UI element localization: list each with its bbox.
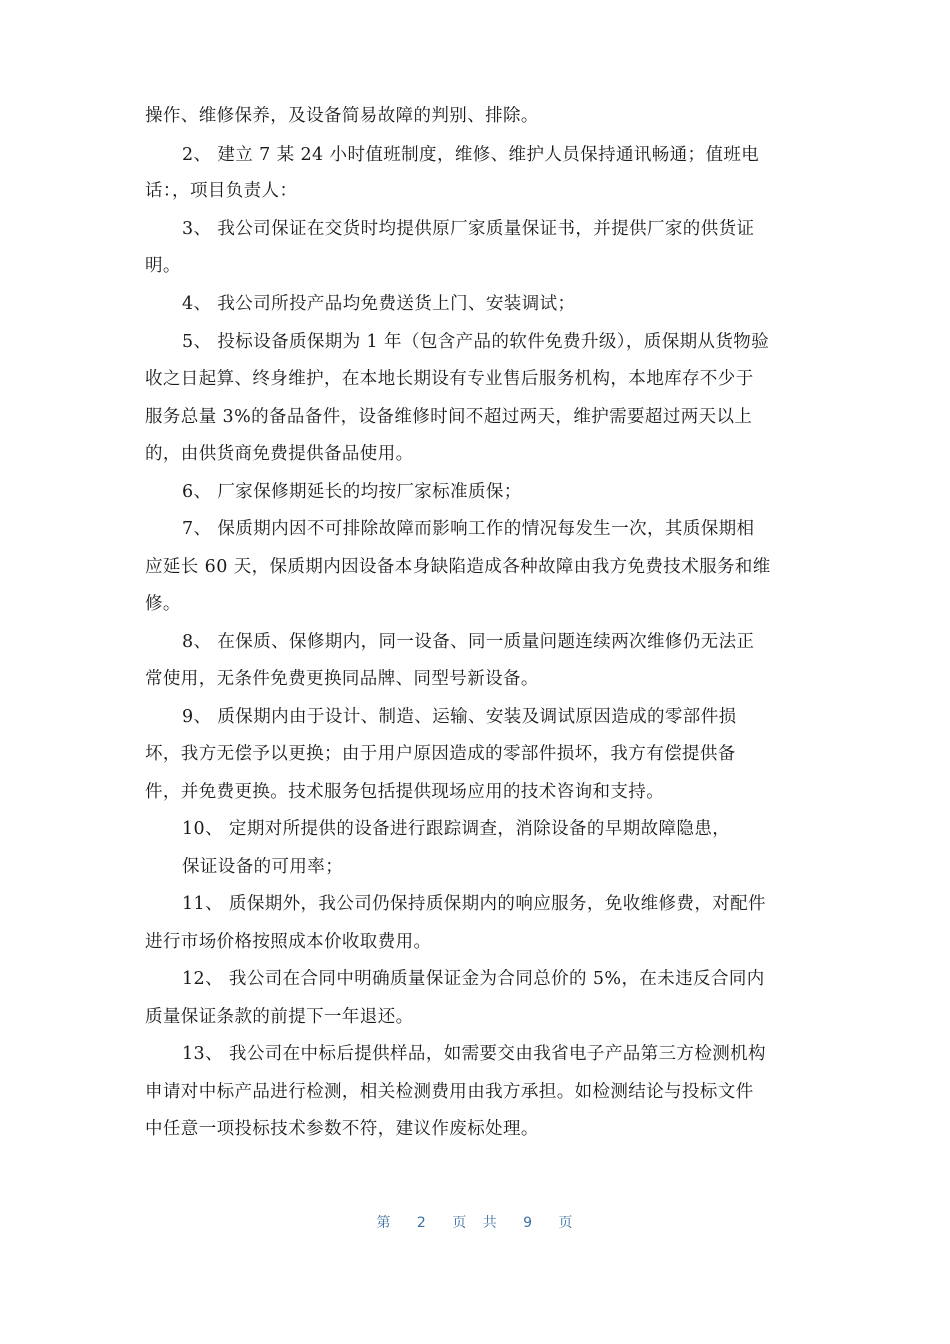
paragraph-line: 服务总量 3%的备品备件，设备维修时间不超过两天，维护需要超过两天以上 [145,407,753,427]
paragraph-line: 保证设备的可用率； [182,857,344,877]
paragraph-line: 常使用，无条件免费更换同品牌、同型号新设备。 [145,669,539,689]
paragraph-line: 件，并免费更换。技术服务包括提供现场应用的技术咨询和支持。 [145,782,665,802]
footer-suffix: 页 [558,1215,574,1231]
paragraph-line: 6、 厂家保修期延长的均按厂家标准质保； [182,482,522,502]
footer-prefix: 第 [376,1215,392,1231]
paragraph-line: 操作、维修保养，及设备简易故障的判别、排除。 [145,106,539,126]
paragraph-line: 4、 我公司所投产品均免费送货上门、安装调试； [182,294,576,314]
paragraph-line: 10、 定期对所提供的设备进行跟踪调查，消除设备的早期故障隐患， [182,819,731,839]
current-page-number: 2 [416,1215,427,1231]
paragraph-line: 9、 质保期内由于设计、制造、运输、安装及调试原因造成的零部件损 [182,707,737,727]
paragraph-line: 中任意一项投标技术参数不符，建议作废标处理。 [145,1119,539,1139]
paragraph-line: 修。 [145,594,181,614]
footer-middle: 页 共 [452,1215,498,1231]
paragraph-line: 坏，我方无偿予以更换；由于用户原因造成的零部件损坏，我方有偿提供备 [145,744,736,764]
paragraph-line: 话：，项目负责人： [145,181,298,201]
total-page-count: 9 [523,1215,534,1231]
paragraph-line: 明。 [145,256,181,276]
paragraph-line: 进行市场价格按照成本价收取费用。 [145,932,432,952]
paragraph-line: 收之日起算、终身维护，在本地长期设有专业售后服务机构，本地库存不少于 [145,369,754,389]
paragraph-line: 2、 建立 7 某 24 小时值班制度，维修、维护人员保持通讯畅通；值班电 [182,145,760,165]
paragraph-line: 7、 保质期内因不可排除故障而影响工作的情况每发生一次，其质保期相 [182,519,755,539]
paragraph-line: 11、 质保期外，我公司仍保持质保期内的响应服务，免收维修费，对配件 [182,894,766,914]
paragraph-line: 12、 我公司在合同中明确质量保证金为合同总价的 5%，在未违反合同内 [182,969,765,989]
paragraph-line: 5、 投标设备质保期为 1 年（包含产品的软件免费升级），质保期从货物验 [182,332,770,352]
page-number-footer [0,1212,950,1232]
paragraph-line: 3、 我公司保证在交货时均提供原厂家质量保证书，并提供厂家的供货证 [182,219,755,239]
paragraph-line: 申请对中标产品进行检测，相关检测费用由我方承担。如检测结论与投标文件 [145,1082,754,1102]
paragraph-line: 应延长 60 天，保质期内因设备本身缺陷造成各种故障由我方免费技术服务和维 [145,557,771,577]
paragraph-line: 13、 我公司在中标后提供样品，如需要交由我省电子产品第三方检测机构 [182,1044,766,1064]
paragraph-line: 8、 在保质、保修期内，同一设备、同一质量问题连续两次维修仍无法正 [182,632,755,652]
paragraph-line: 质量保证条款的前提下一年退还。 [145,1007,414,1027]
paragraph-line: 的，由供货商免费提供备品使用。 [145,444,414,464]
